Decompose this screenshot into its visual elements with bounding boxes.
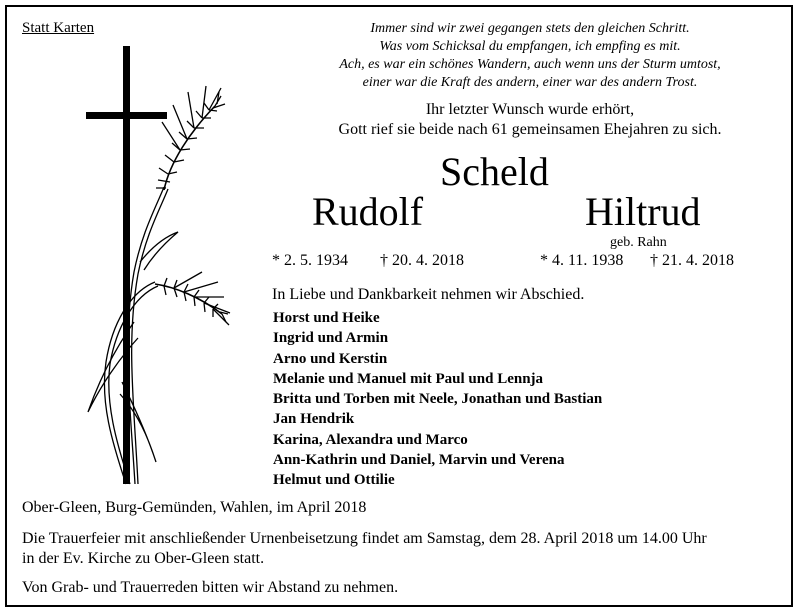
poem-line: Immer sind wir zwei gegangen stets den gleichen Schritt. xyxy=(370,21,690,36)
mourner-entry: Horst und Heike xyxy=(273,310,380,326)
cross-with-wheat-icon xyxy=(60,42,240,487)
farewell-text: In Liebe und Dankbarkeit nehmen wir Abschied. xyxy=(272,286,585,303)
wish-line: Ihr letzter Wunsch wurde erhört, xyxy=(425,101,635,118)
birth-date-rudolf: * 2. 5. 1934 xyxy=(272,252,348,269)
mourner-entry: Melanie und Manuel mit Paul und Lennja xyxy=(273,370,544,387)
cross-icon xyxy=(86,46,167,484)
first-name-hiltrud: Hiltrud xyxy=(585,189,701,234)
mourners-list xyxy=(273,308,602,491)
mourner-entry: Arno und Kerstin xyxy=(273,350,388,367)
funeral-service-info xyxy=(22,529,707,569)
mourner-entry: Helmut und Ottilie xyxy=(273,472,395,489)
surname: Scheld xyxy=(440,149,549,194)
death-date-hiltrud: † 21. 4. 2018 xyxy=(650,252,734,269)
poem xyxy=(290,20,770,92)
wheat-icon xyxy=(88,86,230,484)
service-line: Die Trauerfeier mit anschließender Urnenbeisetzung findet am Samstag, dem 28. April 2018 um 14.00 Uhr xyxy=(22,530,707,547)
birth-date-hiltrud: * 4. 11. 1938 xyxy=(540,252,624,269)
death-date-rudolf: † 20. 4. 2018 xyxy=(380,252,464,269)
place-and-date: Ober-Gleen, Burg-Gemünden, Wahlen, im April 2018 xyxy=(22,499,367,516)
mourner-entry: Jan Hendrik xyxy=(273,411,355,428)
mourner-entry: Ingrid und Armin xyxy=(273,330,389,347)
poem-line: Ach, es war ein schönes Wandern, auch wenn uns der Sturm umtost, xyxy=(339,57,721,72)
statt-karten-label: Statt Karten xyxy=(22,20,95,36)
wish-line: Gott rief sie beide nach 61 gemeinsamen Ehejahren zu sich. xyxy=(338,121,722,138)
maiden-name: geb. Rahn xyxy=(610,235,667,250)
request-text: Von Grab- und Trauerreden bitten wir Abstand zu nehmen. xyxy=(22,579,399,596)
mourner-entry: Karina, Alexandra und Marco xyxy=(273,431,468,448)
service-line: in der Ev. Kirche zu Ober-Gleen statt. xyxy=(22,550,265,567)
poem-line: Was vom Schicksal du empfangen, ich empfing es mit. xyxy=(379,39,681,54)
mourner-entry: Ann-Kathrin und Daniel, Marvin und Verena xyxy=(273,452,565,469)
last-wish xyxy=(290,100,770,140)
mourner-entry: Britta und Torben mit Neele, Jonathan und Bastian xyxy=(273,391,603,408)
first-name-rudolf: Rudolf xyxy=(312,189,424,234)
poem-line: einer war die Kraft des andern, einer war des andern Trost. xyxy=(362,75,698,90)
